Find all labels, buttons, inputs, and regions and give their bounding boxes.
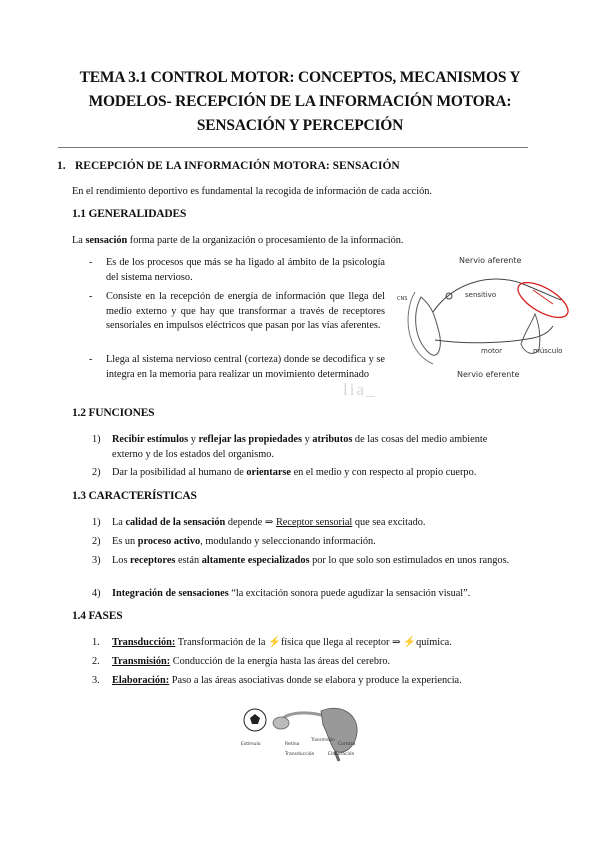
label-stimulus: Estímulo xyxy=(241,742,261,747)
connector-text: y xyxy=(188,434,199,445)
bold-text: orientarse xyxy=(246,467,292,478)
connector-text: y xyxy=(302,434,313,445)
list-item xyxy=(92,432,510,462)
bold-text: proceso activo xyxy=(137,536,201,547)
bold-text: altamente especializados xyxy=(201,555,310,566)
label-muscle: músculo xyxy=(533,347,563,355)
item-text: Conducción de la energía hasta las áreas del cerebro. xyxy=(170,656,391,667)
item-text: Los xyxy=(112,555,131,566)
list-item xyxy=(92,635,510,650)
bullet-text: Es de los procesos que más se ha ligado al ámbito de la psicología del sistema nervioso. xyxy=(106,257,385,283)
label-efferent: Nervio eferente xyxy=(457,370,520,379)
item-text: Dar la posibilidad al humano de xyxy=(112,467,247,478)
reflex-arc-figure xyxy=(393,252,573,385)
heading-generalidades: 1.1 GENERALIDADES xyxy=(72,208,187,220)
list-item xyxy=(89,290,385,334)
item-number: 2) xyxy=(92,536,101,547)
section-number: 1. xyxy=(57,160,66,172)
list-item xyxy=(92,553,510,568)
label-motor: motor xyxy=(481,347,503,355)
bullet-dash: - xyxy=(89,354,93,365)
para-bold-sensacion: sensación xyxy=(85,235,128,246)
item-text: en el medio y con respecto al propio cuerpo. xyxy=(291,467,477,478)
label-cns: CNS xyxy=(397,296,408,302)
heading-funciones: 1.2 FUNCIONES xyxy=(72,407,155,419)
title-line-2: MODELOS- RECEPCIÓN DE LA INFORMACIÓN MOTORA: xyxy=(88,93,512,110)
para-pre: La xyxy=(72,235,86,246)
phases-figure xyxy=(239,703,359,763)
sensacion-paragraph xyxy=(72,233,404,248)
bullet-dash: - xyxy=(89,257,93,268)
item-number: 2) xyxy=(92,467,101,478)
label-transduction: Transducción xyxy=(285,752,315,757)
document-title xyxy=(40,66,560,138)
section-heading xyxy=(57,160,400,172)
bullet-text: Consiste en la recepción de energía de información que llega del medio externo y que hay que transformar a través de receptores sensoriales en impulsos eléctricos que pasan por las vías aferentes. xyxy=(106,291,385,332)
intro-paragraph: En el rendimiento deportivo es fundamental la recogida de información de cada acción. xyxy=(72,186,432,197)
list-item xyxy=(92,586,510,601)
title-line-3: SENSACIÓN Y PERCEPCIÓN xyxy=(196,117,404,134)
heading-fases: 1.4 FASES xyxy=(72,610,123,622)
item-number: 4) xyxy=(92,588,101,599)
phase-term: Elaboración: xyxy=(112,675,170,686)
list-item xyxy=(92,654,510,669)
para-post: forma parte de la organización o procesamiento de la información. xyxy=(127,235,404,246)
list-item xyxy=(89,256,385,285)
item-text: Transformación de la xyxy=(175,637,268,648)
item-text: Paso a las áreas asociativas donde se elabora y produce la experiencia. xyxy=(169,675,462,686)
list-item xyxy=(92,465,510,480)
item-number: 1. xyxy=(92,637,100,648)
bold-text: reflejar las propiedades xyxy=(198,434,303,445)
bullet-text: Llega al sistema nervioso central (corteza) donde se decodifica y se integra en la memoria para realizar un movimiento determinado xyxy=(106,354,385,380)
underlined-text: Receptor sensorial xyxy=(275,517,353,528)
bold-text: Recibir estímulos xyxy=(112,434,189,445)
item-text: , modulando y seleccionando información. xyxy=(200,536,376,547)
label-transmission: Transmisión xyxy=(311,737,335,742)
phase-term: Transmisión: xyxy=(112,656,171,667)
item-text: que sea excitado. xyxy=(352,517,426,528)
phase-term: Transducción: xyxy=(112,637,176,648)
bold-text: receptores xyxy=(130,555,176,566)
efferent-nerve-line xyxy=(435,326,553,343)
title-divider xyxy=(58,147,528,148)
lightning-icon: ⚡ xyxy=(268,637,281,648)
item-text: por lo que solo son estimulados en unos rangos. xyxy=(309,555,510,566)
red-highlight-loop xyxy=(513,276,573,325)
item-text: depende ⇒ xyxy=(225,517,276,528)
item-number: 3) xyxy=(92,555,101,566)
watermark: lia_ xyxy=(343,380,377,399)
label-sensitive: sensitivo xyxy=(465,291,497,299)
item-number: 3. xyxy=(92,675,100,686)
item-text: física que llega al receptor ⇒ xyxy=(280,637,404,648)
spinal-cord-shape xyxy=(416,297,441,355)
list-item xyxy=(92,673,510,688)
label-afferent: Nervio aferente xyxy=(459,256,522,265)
item-text: Es un xyxy=(112,536,138,547)
label-elaboration: Elaboración xyxy=(328,752,355,757)
item-number: 1) xyxy=(92,434,101,445)
label-retina: Retina xyxy=(285,742,300,747)
item-number: 1) xyxy=(92,517,101,528)
list-item xyxy=(89,353,385,382)
item-text: química. xyxy=(416,637,452,648)
item-text: de las cosas del medio ambiente externo y de los estados del organismo. xyxy=(112,434,488,460)
section-title: RECEPCIÓN DE LA INFORMACIÓN MOTORA: SENSACIÓN xyxy=(75,160,400,172)
item-text: están xyxy=(175,555,202,566)
heading-caracteristicas: 1.3 CARACTERÍSTICAS xyxy=(72,490,197,502)
eye-shape xyxy=(273,717,289,729)
lightning-icon: ⚡ xyxy=(403,637,417,648)
list-item xyxy=(92,515,510,530)
label-cortex: Corteza xyxy=(338,742,356,747)
item-number: 2. xyxy=(92,656,100,667)
bold-text: calidad de la sensación xyxy=(125,517,226,528)
bullet-dash: - xyxy=(89,291,93,302)
list-item xyxy=(92,534,510,549)
title-line-1: TEMA 3.1 CONTROL MOTOR: CONCEPTOS, MECANISMOS Y xyxy=(79,69,521,86)
bold-text: atributos xyxy=(312,434,353,445)
item-text: La xyxy=(112,517,126,528)
item-text: “la excitación sonora puede agudizar la sensación visual”. xyxy=(228,588,471,599)
bold-text: Integración de sensaciones xyxy=(112,588,229,599)
